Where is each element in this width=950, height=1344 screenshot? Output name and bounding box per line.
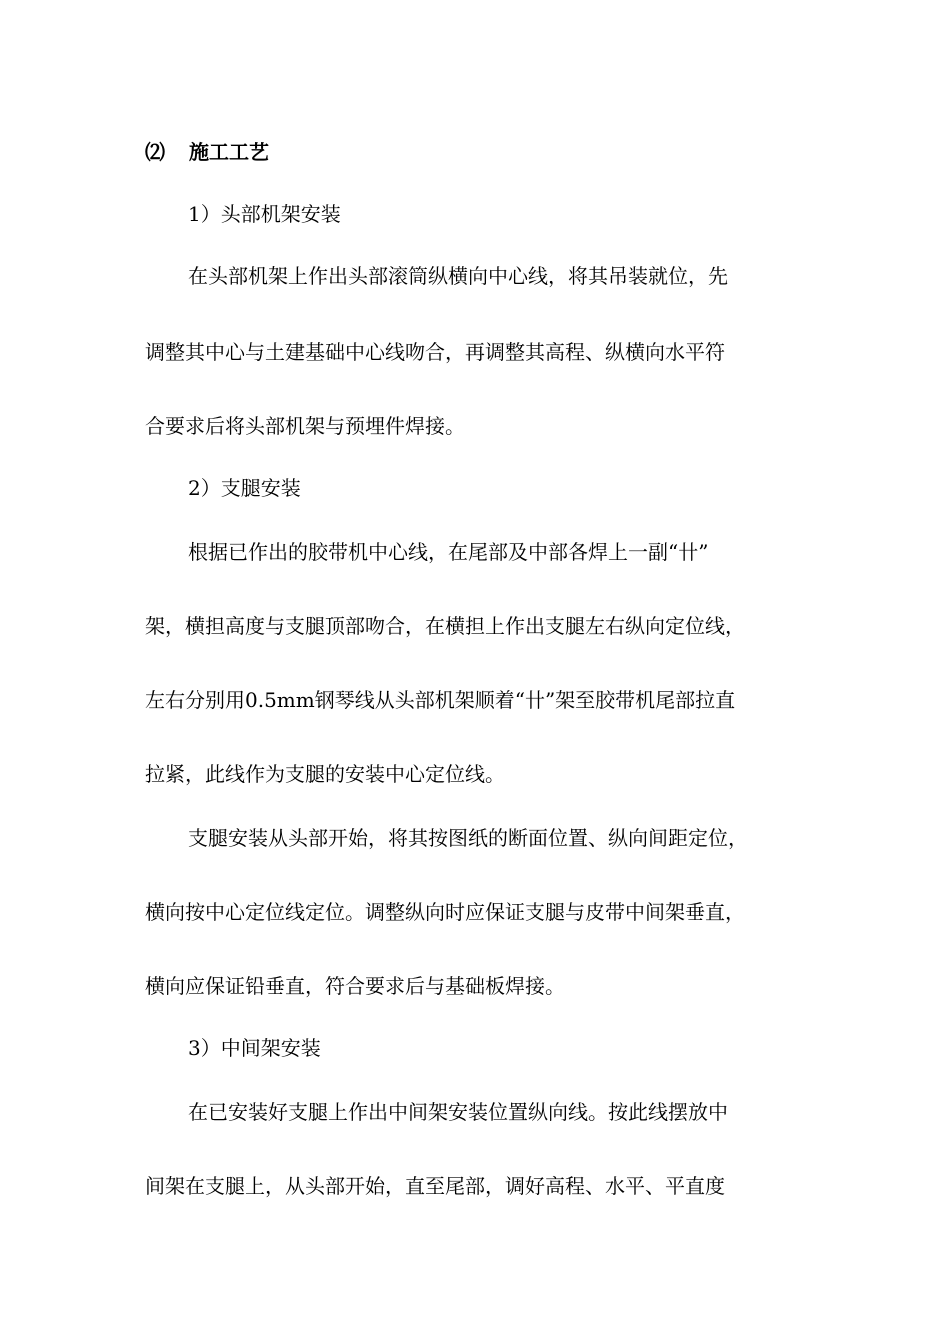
paragraph-line: 根据已作出的胶带机中心线，在尾部及中部各焊上一副“卄” — [188, 540, 709, 564]
subheading-head-frame: 1）头部机架安装 — [188, 202, 341, 226]
paragraph-line: 架，横担高度与支腿顶部吻合，在横担上作出支腿左右纵向定位线， — [145, 614, 745, 638]
subheading-middle-frame: 3）中间架安装 — [188, 1036, 321, 1060]
paragraph-line: 合要求后将头部机架与预埋件焊接。 — [145, 414, 465, 438]
paragraph-line: 拉紧，此线作为支腿的安装中心定位线。 — [145, 762, 505, 786]
section-number: ⑵ — [145, 140, 165, 164]
paragraph-line: 横向按中心定位线定位。调整纵向时应保证支腿与皮带中间架垂直， — [145, 900, 745, 924]
paragraph-line: 在已安装好支腿上作出中间架安装位置纵向线。按此线摆放中 — [188, 1100, 728, 1124]
subheading-legs: 2）支腿安装 — [188, 476, 301, 500]
section-title: 施工工艺 — [189, 140, 269, 164]
paragraph-line: 横向应保证铅垂直，符合要求后与基础板焊接。 — [145, 974, 565, 998]
paragraph-line: 间架在支腿上，从头部开始，直至尾部，调好高程、水平、平直度 — [145, 1174, 725, 1198]
paragraph-line: 调整其中心与土建基础中心线吻合，再调整其高程、纵横向水平符 — [145, 340, 725, 364]
paragraph-line: 左右分别用0.5mm钢琴线从头部机架顺着“卄”架至胶带机尾部拉直 — [145, 688, 736, 712]
section-heading — [145, 138, 825, 166]
paragraph-line: 支腿安装从头部开始，将其按图纸的断面位置、纵向间距定位， — [188, 826, 748, 850]
paragraph-line: 在头部机架上作出头部滚筒纵横向中心线，将其吊装就位，先 — [188, 264, 728, 288]
